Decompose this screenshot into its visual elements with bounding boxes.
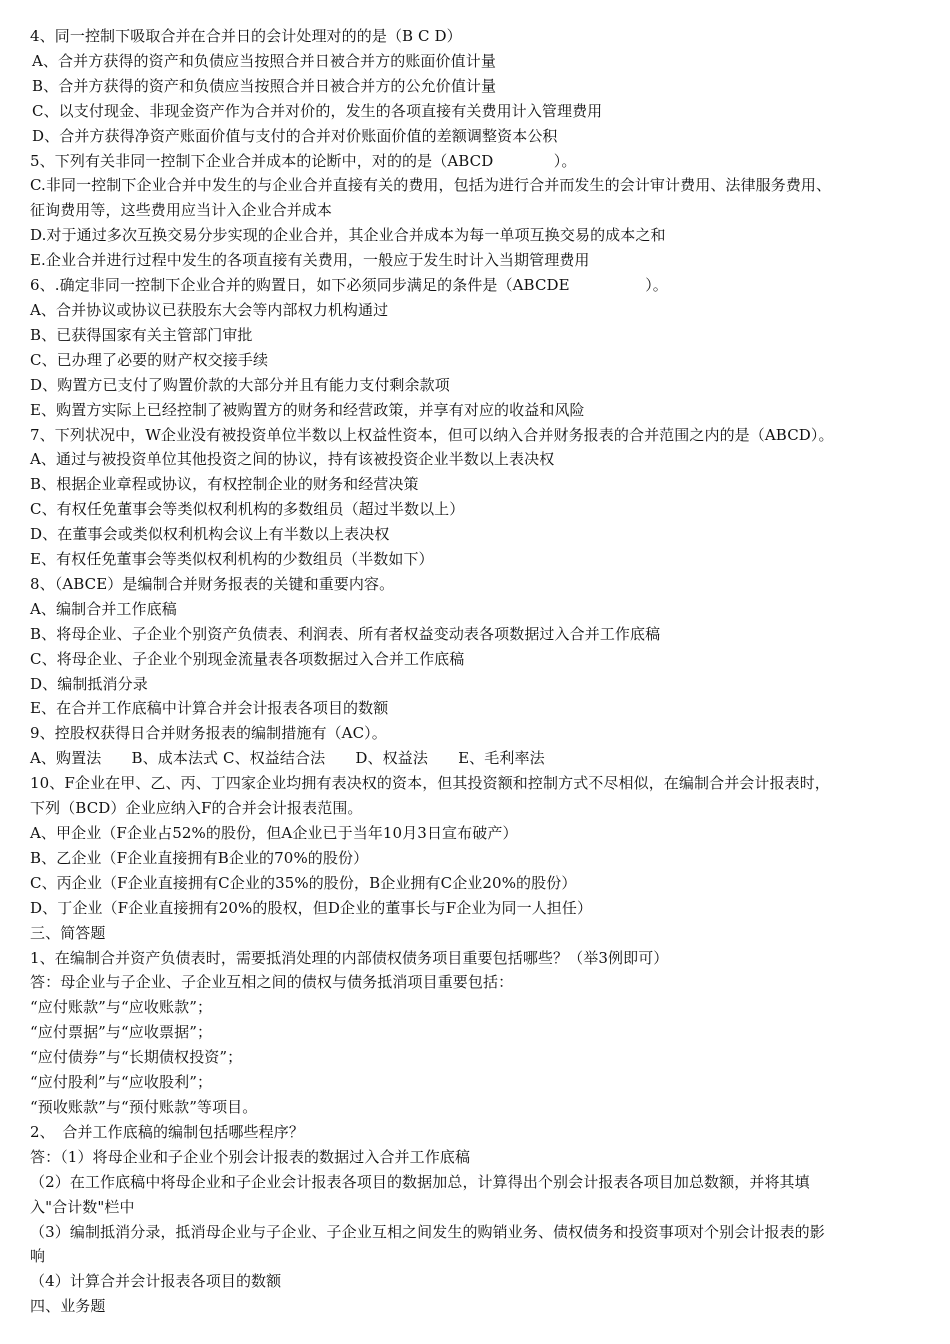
q5-option-c-line2: 征询费用等，这些费用应当计入企业合并成本 bbox=[30, 201, 333, 220]
sa1-answer-item-4: “应付股利”与“应收股利”； bbox=[30, 1073, 213, 1092]
sa2-answer-step-3-line2: 响 bbox=[30, 1247, 46, 1266]
section-business-heading: 四、业务题 bbox=[30, 1297, 106, 1316]
q6-option-c: C、已办理了必要的财产权交接手续 bbox=[30, 350, 269, 369]
q5-title: 5、下列有关非同一控制下企业合并成本的论断中，对的的是（ABCD ）。 bbox=[30, 151, 577, 170]
q6-option-d: D、购置方已支付了购置价款的大部分并且有能力支付剩余款项 bbox=[30, 375, 450, 394]
q6-option-e: E、购置方实际上已经控制了被购置方的财务和经营政策，并享有对应的收益和风险 bbox=[30, 400, 585, 419]
q5-option-e: E.企业合并进行过程中发生的各项直接有关费用，一般应于发生时计入当期管理费用 bbox=[30, 251, 590, 270]
q4-option-c: C、以支付现金、非现金资产作为合并对价的，发生的各项直接有关费用计入管理费用 bbox=[32, 101, 603, 120]
q8-option-e: E、在合并工作底稿中计算合并会计报表各项目的数额 bbox=[30, 699, 389, 718]
sa2-answer-step-3-line1: （3）编制抵消分录，抵消母企业与子企业、子企业互相之间发生的购销业务、债权债务和投资事项对个别会计报表的影 bbox=[30, 1222, 825, 1241]
sa1-answer-intro: 答：母企业与子企业、子企业互相之间的债权与债务抵消项目重要包括： bbox=[30, 973, 514, 992]
section-short-answer-heading: 三、简答题 bbox=[30, 923, 106, 942]
q5-option-d: D.对于通过多次互换交易分步实现的企业合并，其企业合并成本为每一单项互换交易的成本之和 bbox=[30, 226, 666, 245]
q7-title: 7、下列状况中，W企业没有被投资单位半数以上权益性资本，但可以纳入合并财务报表的合并范围之内的是（ABCD）。 bbox=[30, 425, 834, 444]
q10-option-a: A、甲企业（F企业占52%的股份，但A企业已于当年10月3日宣布破产） bbox=[30, 824, 518, 842]
q10-option-d: D、丁企业（F企业直接拥有20%的股权，但D企业的董事长与F企业为同一人担任） bbox=[30, 898, 593, 917]
q8-option-a: A、编制合并工作底稿 bbox=[30, 599, 177, 618]
sa1-question: 1、在编制合并资产负债表时，需要抵消处理的内部债权债务项目重要包括哪些？（举3例即可） bbox=[30, 948, 669, 967]
sa2-question: 2、 合并工作底稿的编制包括哪些程序？ bbox=[30, 1122, 304, 1141]
q8-option-b: B、将母企业、子企业个别资产负债表、利润表、所有者权益变动表各项数据过入合并工作底稿 bbox=[30, 624, 661, 643]
sa1-answer-item-3: “应付债券”与“长期债权投资”； bbox=[30, 1048, 243, 1067]
q4-option-d: D、合并方获得净资产账面价值与支付的合并对价账面价值的差额调整资本公积 bbox=[32, 126, 558, 145]
q9-title: 9、控股权获得日合并财务报表的编制措施有（AC）。 bbox=[30, 724, 387, 743]
q10-option-b: B、乙企业（F企业直接拥有B企业的70%的股份） bbox=[30, 848, 369, 867]
sa1-answer-item-1: “应付账款”与“应收账款”； bbox=[30, 998, 213, 1017]
q8-option-c: C、将母企业、子企业个别现金流量表各项数据过入合并工作底稿 bbox=[30, 649, 465, 668]
q6-option-a: A、合并协议或协议已获股东大会等内部权力机构通过 bbox=[30, 300, 389, 319]
q7-option-a: A、通过与被投资单位其他投资之间的协议，持有该被投资企业半数以上表决权 bbox=[30, 450, 555, 469]
q10-option-c: C、丙企业（F企业直接拥有C企业的35%的股份，B企业拥有C企业20%的股份） bbox=[30, 873, 577, 892]
sa2-answer-step-2-line1: （2）在工作底稿中将母企业和子企业会计报表各项目的数据加总，计算得出个别会计报表各项目加总数额，并将其填 bbox=[30, 1172, 810, 1191]
q6-title: 6、.确定非同一控制下企业合并的购置日，如下必须同步满足的条件是（ABCDE ）。 bbox=[30, 276, 668, 295]
q5-option-c-line1: C.非同一控制下企业合并中发生的与企业合并直接有关的费用，包括为进行合并而发生的会计审计费用、法律服务费用、 bbox=[30, 176, 832, 195]
q8-title: 8、（ABCE）是编制合并财务报表的关键和重要内容。 bbox=[30, 574, 395, 593]
q10-title-line2: 下列（BCD）企业应纳入F的合并会计报表范围。 bbox=[30, 799, 363, 818]
sa2-answer-step-4: （4）计算合并会计报表各项目的数额 bbox=[30, 1272, 282, 1291]
q10-title-line1: 10、F企业在甲、乙、丙、丁四家企业均拥有表决权的资本，但其投资额和控制方式不尽相似，在编制合并会计报表时， bbox=[30, 774, 830, 793]
q8-option-d: D、编制抵消分录 bbox=[30, 674, 148, 693]
q4-option-b: B、合并方获得的资产和负债应当按照合并日被合并方的公允价值计量 bbox=[32, 76, 497, 95]
q7-option-d: D、在董事会或类似权利机构会议上有半数以上表决权 bbox=[30, 525, 390, 544]
sa2-answer-step-1: 答：（1）将母企业和子企业个别会计报表的数据过入合并工作底稿 bbox=[30, 1147, 471, 1166]
sa1-answer-item-5: “预收账款”与“预付账款”等项目。 bbox=[30, 1097, 258, 1116]
q6-option-b: B、已获得国家有关主管部门审批 bbox=[30, 325, 253, 344]
q7-option-b: B、根据企业章程或协议，有权控制企业的财务和经营决策 bbox=[30, 475, 419, 494]
q4-option-a: A、合并方获得的资产和负债应当按照合并日被合并方的账面价值计量 bbox=[32, 51, 496, 70]
q9-options: A、购置法 B、成本法式 C、权益结合法 D、权益法 E、毛利率法 bbox=[30, 749, 545, 768]
q4-title: 4、同一控制下吸取合并在合并日的会计处理对的的是（B C D） bbox=[30, 27, 462, 45]
q7-option-e: E、有权任免董事会等类似权利机构的少数组员（半数如下） bbox=[30, 550, 434, 569]
q7-option-c: C、有权任免董事会等类似权利机构的多数组员（超过半数以上） bbox=[30, 500, 465, 519]
sa2-answer-step-2-line2: 入"合计数"栏中 bbox=[30, 1197, 135, 1216]
sa1-answer-item-2: “应付票据”与“应收票据”； bbox=[30, 1023, 213, 1042]
